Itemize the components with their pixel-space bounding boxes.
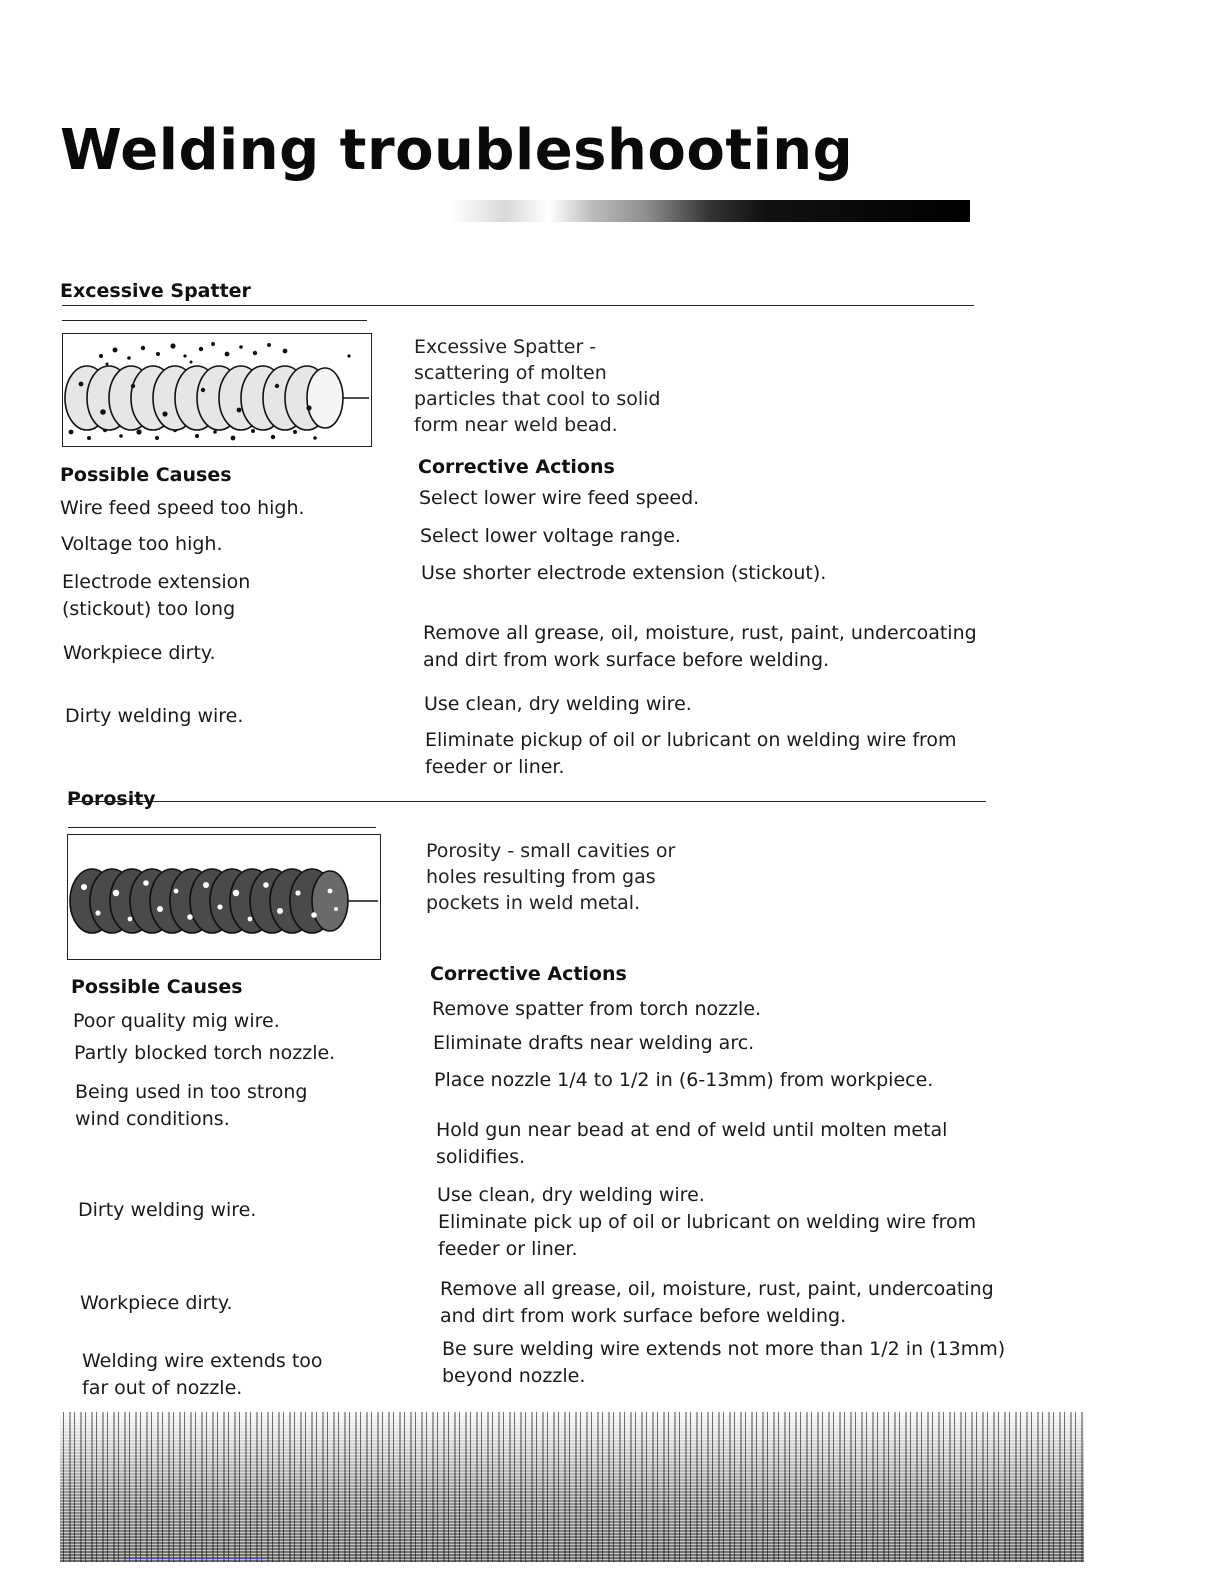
cause-item: Voltage too high. [61,533,223,555]
cause-item: Welding wire extends too far out of nozzle. [82,1350,323,1399]
action-item: Eliminate pickup of oil or lubricant on welding wire from feeder or liner. [425,729,957,778]
title-underline-bar [430,200,970,222]
action-item: Eliminate pick up of oil or lubricant on welding wire from feeder or liner. [438,1211,977,1260]
description-line: holes resulting from gas [426,866,656,888]
section-heading-spatter: Excessive Spatter [60,280,251,302]
description-line: Excessive Spatter - [414,336,597,358]
description-line: scattering of molten [414,362,607,384]
page-title: Welding troubleshooting [60,118,854,183]
cause-item: Wire feed speed too high. [60,497,305,519]
description-line: Porosity - small cavities or [426,840,676,862]
footer-scan-noise [60,1412,1084,1562]
action-item: Be sure welding wire extends not more than 1/2 in (13mm) beyond nozzle. [442,1338,1006,1387]
description-line: particles that cool to solid [414,388,661,410]
corrective-actions-heading: Corrective Actions [418,456,615,478]
cause-item: Partly blocked torch nozzle. [74,1042,336,1064]
action-item: Remove all grease, oil, moisture, rust, paint, undercoating and dirt from work surface before welding. [423,622,977,671]
action-item: Use clean, dry welding wire. [424,693,692,715]
action-item: Place nozzle 1/4 to 1/2 in (6-13mm) from workpiece. [434,1069,934,1091]
porosity-description [426,838,766,916]
action-item: Remove spatter from torch nozzle. [432,998,762,1020]
spatter-weld-bead-icon [63,334,371,446]
section-rule [68,801,986,802]
possible-causes-heading: Possible Causes [71,976,243,998]
cause-item: Dirty welding wire. [78,1199,257,1221]
section-rule-short [68,827,376,828]
cause-item: Poor quality mig wire. [73,1010,280,1032]
action-item: Use shorter electrode extension (stickout). [421,562,827,584]
action-item: Select lower wire feed speed. [419,487,700,509]
possible-causes-heading: Possible Causes [60,464,232,486]
footer-line [125,1558,265,1559]
spatter-description [414,334,754,438]
section-rule-short [62,320,367,321]
action-item: Eliminate drafts near welding arc. [433,1032,755,1054]
cause-item: Electrode extension (stickout) too long [62,571,251,620]
corrective-actions-heading: Corrective Actions [430,963,627,985]
description-line: form near weld bead. [414,414,618,436]
porosity-figure [67,834,381,960]
description-line: pockets in weld metal. [426,892,641,914]
cause-item: Dirty welding wire. [65,705,244,727]
spatter-figure [62,333,372,447]
action-item: Select lower voltage range. [420,525,681,547]
cause-item: Being used in too strong wind conditions. [75,1081,308,1130]
cause-item: Workpiece dirty. [63,642,216,664]
porous-weld-bead-icon [68,835,380,959]
section-rule [62,305,974,306]
cause-item: Workpiece dirty. [80,1292,233,1314]
section-heading-porosity: Porosity [67,788,156,810]
action-item: Use clean, dry welding wire. [437,1184,705,1206]
action-item: Hold gun near bead at end of weld until molten metal solidifies. [436,1119,948,1168]
action-item: Remove all grease, oil, moisture, rust, paint, undercoating and dirt from work surface before welding. [440,1278,994,1327]
